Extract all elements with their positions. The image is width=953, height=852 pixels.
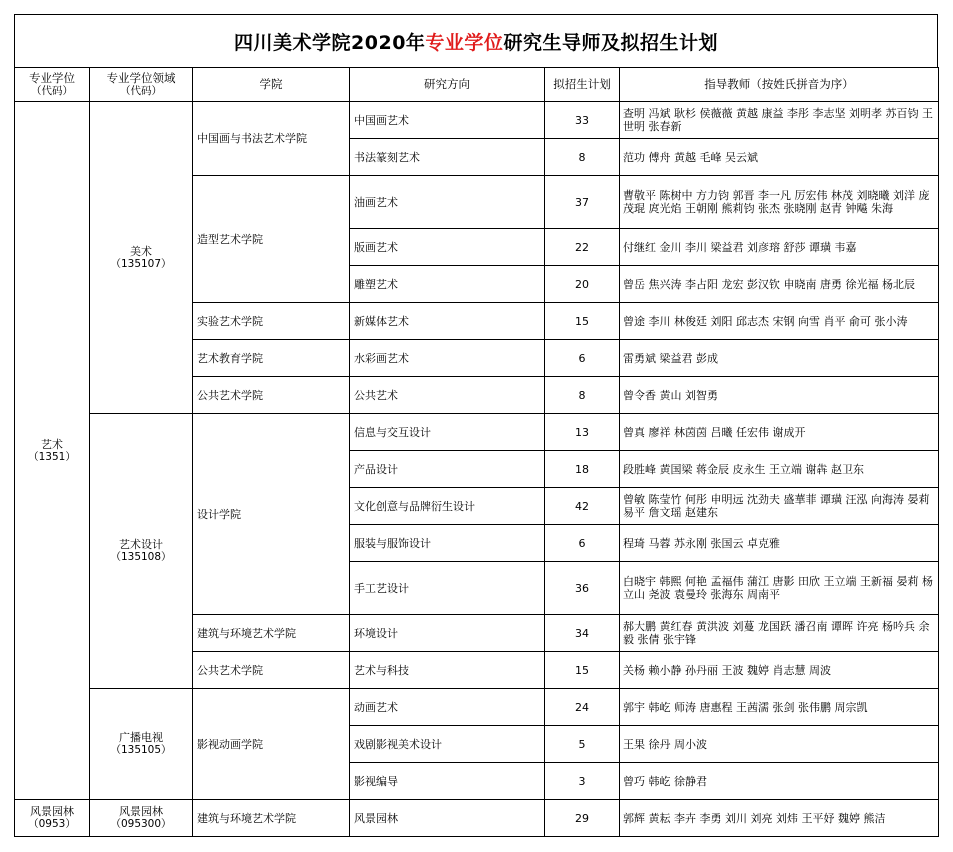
quota-cell: 6	[545, 525, 620, 562]
tutors-cell: 曾敏 陈莹竹 何彤 申明远 沈劲夫 盛華菲 谭璜 汪泓 向海涛 晏莉 易平 詹文瑶 赵建东	[620, 488, 939, 525]
tutors-cell: 郝大鹏 黄红春 黄洪波 刘蔓 龙国跃 潘召南 谭晖 许亮 杨吟兵 余毅 张倩 张宇锋	[620, 615, 939, 652]
direction-cell: 版画艺术	[350, 229, 545, 266]
direction-cell: 环境设计	[350, 615, 545, 652]
quota-cell: 15	[545, 652, 620, 689]
direction-cell: 服装与服饰设计	[350, 525, 545, 562]
title-highlight: 专业学位	[425, 31, 504, 54]
table-row	[15, 800, 939, 837]
tutors-cell: 郭辉 黄耘 李卉 李勇 刘川 刘亮 刘炜 王平妤 魏婷 熊洁	[620, 800, 939, 837]
tutor-plan-table	[14, 67, 939, 837]
direction-cell: 中国画艺术	[350, 102, 545, 139]
tutors-cell: 查明 冯斌 耿杉 侯薇薇 黄越 康益 李彤 李志坚 刘明孝 苏百钧 王世明 张春新	[620, 102, 939, 139]
tutors-cell: 程琦 马蓉 苏永刚 张国云 卓克雅	[620, 525, 939, 562]
quota-cell: 29	[545, 800, 620, 837]
field-cell: 广播电视 （135105）	[90, 689, 193, 800]
tutors-cell: 曾途 李川 林俊廷 刘阳 邱志杰 宋钢 向雪 肖平 俞可 张小涛	[620, 303, 939, 340]
header-college: 学院	[193, 68, 350, 102]
direction-cell: 产品设计	[350, 451, 545, 488]
direction-cell: 雕塑艺术	[350, 266, 545, 303]
tutors-cell: 范功 傅舟 黄越 毛峰 吴云斌	[620, 139, 939, 176]
direction-cell: 手工艺设计	[350, 562, 545, 615]
tutors-cell: 曾真 廖祥 林茵茵 吕曦 任宏伟 谢成开	[620, 414, 939, 451]
quota-cell: 6	[545, 340, 620, 377]
college-cell: 造型艺术学院	[193, 176, 350, 303]
tutors-cell: 雷勇斌 梁益君 彭成	[620, 340, 939, 377]
quota-cell: 22	[545, 229, 620, 266]
tutors-cell: 曾巧 韩屹 徐静君	[620, 763, 939, 800]
field-cell: 艺术设计 （135108）	[90, 414, 193, 689]
tutors-cell: 曾岳 焦兴涛 李占阳 龙宏 彭汉钦 申晓南 唐勇 徐光福 杨北辰	[620, 266, 939, 303]
tutors-cell: 白晓宇 韩熙 何艳 孟福伟 蒲江 唐影 田欣 王立端 王新福 晏莉 杨立山 尧波 袁曼玲 张海东 周南平	[620, 562, 939, 615]
direction-cell: 水彩画艺术	[350, 340, 545, 377]
direction-cell: 书法篆刻艺术	[350, 139, 545, 176]
college-cell: 实验艺术学院	[193, 303, 350, 340]
quota-cell: 34	[545, 615, 620, 652]
quota-cell: 36	[545, 562, 620, 615]
quota-cell: 42	[545, 488, 620, 525]
college-cell: 建筑与环境艺术学院	[193, 800, 350, 837]
table-row	[15, 414, 939, 451]
header-degree: 专业学位 （代码）	[15, 68, 90, 102]
quota-cell: 20	[545, 266, 620, 303]
direction-cell: 动画艺术	[350, 689, 545, 726]
college-cell: 中国画与书法艺术学院	[193, 102, 350, 176]
header-field: 专业学位领域 （代码）	[90, 68, 193, 102]
quota-cell: 37	[545, 176, 620, 229]
page-title	[14, 14, 938, 67]
title-suffix: 研究生导师及拟招生计划	[503, 31, 718, 54]
quota-cell: 3	[545, 763, 620, 800]
tutors-cell: 曾令香 黄山 刘智勇	[620, 377, 939, 414]
degree-cell: 艺术 （1351）	[15, 102, 90, 800]
college-cell: 公共艺术学院	[193, 652, 350, 689]
quota-cell: 13	[545, 414, 620, 451]
quota-cell: 15	[545, 303, 620, 340]
document-frame	[14, 14, 938, 837]
direction-cell: 艺术与科技	[350, 652, 545, 689]
tutors-cell: 王果 徐丹 周小波	[620, 726, 939, 763]
college-cell: 影视动画学院	[193, 689, 350, 800]
college-cell: 设计学院	[193, 414, 350, 615]
direction-cell: 信息与交互设计	[350, 414, 545, 451]
tutors-cell: 关杨 赖小静 孙丹丽 王波 魏婷 肖志慧 周波	[620, 652, 939, 689]
header-tutors: 指导教师（按姓氏拼音为序）	[620, 68, 939, 102]
table-row	[15, 102, 939, 139]
field-cell: 风景园林 （095300）	[90, 800, 193, 837]
direction-cell: 影视编导	[350, 763, 545, 800]
quota-cell: 8	[545, 377, 620, 414]
header-row	[15, 68, 939, 102]
college-cell: 建筑与环境艺术学院	[193, 615, 350, 652]
direction-cell: 油画艺术	[350, 176, 545, 229]
tutors-cell: 付继红 金川 李川 梁益君 刘彦瑢 舒莎 谭璜 韦嘉	[620, 229, 939, 266]
tutors-cell: 郭宇 韩屹 师涛 唐惠程 王茜濡 张剑 张伟鹏 周宗凯	[620, 689, 939, 726]
tutors-cell: 曹敬平 陈树中 方力钧 郭晋 李一凡 厉宏伟 林茂 刘晓曦 刘洋 庞茂琨 庹光焰 王朝刚 熊莉钧 张杰 张晓刚 赵青 钟飚 朱海	[620, 176, 939, 229]
header-direction: 研究方向	[350, 68, 545, 102]
degree-cell: 风景园林 （0953）	[15, 800, 90, 837]
header-quota: 拟招生计划	[545, 68, 620, 102]
field-cell: 美术 （135107）	[90, 102, 193, 414]
college-cell: 公共艺术学院	[193, 377, 350, 414]
table-row	[15, 689, 939, 726]
quota-cell: 33	[545, 102, 620, 139]
direction-cell: 公共艺术	[350, 377, 545, 414]
direction-cell: 文化创意与品牌衍生设计	[350, 488, 545, 525]
direction-cell: 风景园林	[350, 800, 545, 837]
quota-cell: 24	[545, 689, 620, 726]
quota-cell: 8	[545, 139, 620, 176]
college-cell: 艺术教育学院	[193, 340, 350, 377]
direction-cell: 戏剧影视美术设计	[350, 726, 545, 763]
direction-cell: 新媒体艺术	[350, 303, 545, 340]
quota-cell: 5	[545, 726, 620, 763]
quota-cell: 18	[545, 451, 620, 488]
title-prefix: 四川美术学院2020年	[234, 31, 426, 54]
tutors-cell: 段胜峰 黄国梁 蒋金辰 皮永生 王立端 谢犇 赵卫东	[620, 451, 939, 488]
